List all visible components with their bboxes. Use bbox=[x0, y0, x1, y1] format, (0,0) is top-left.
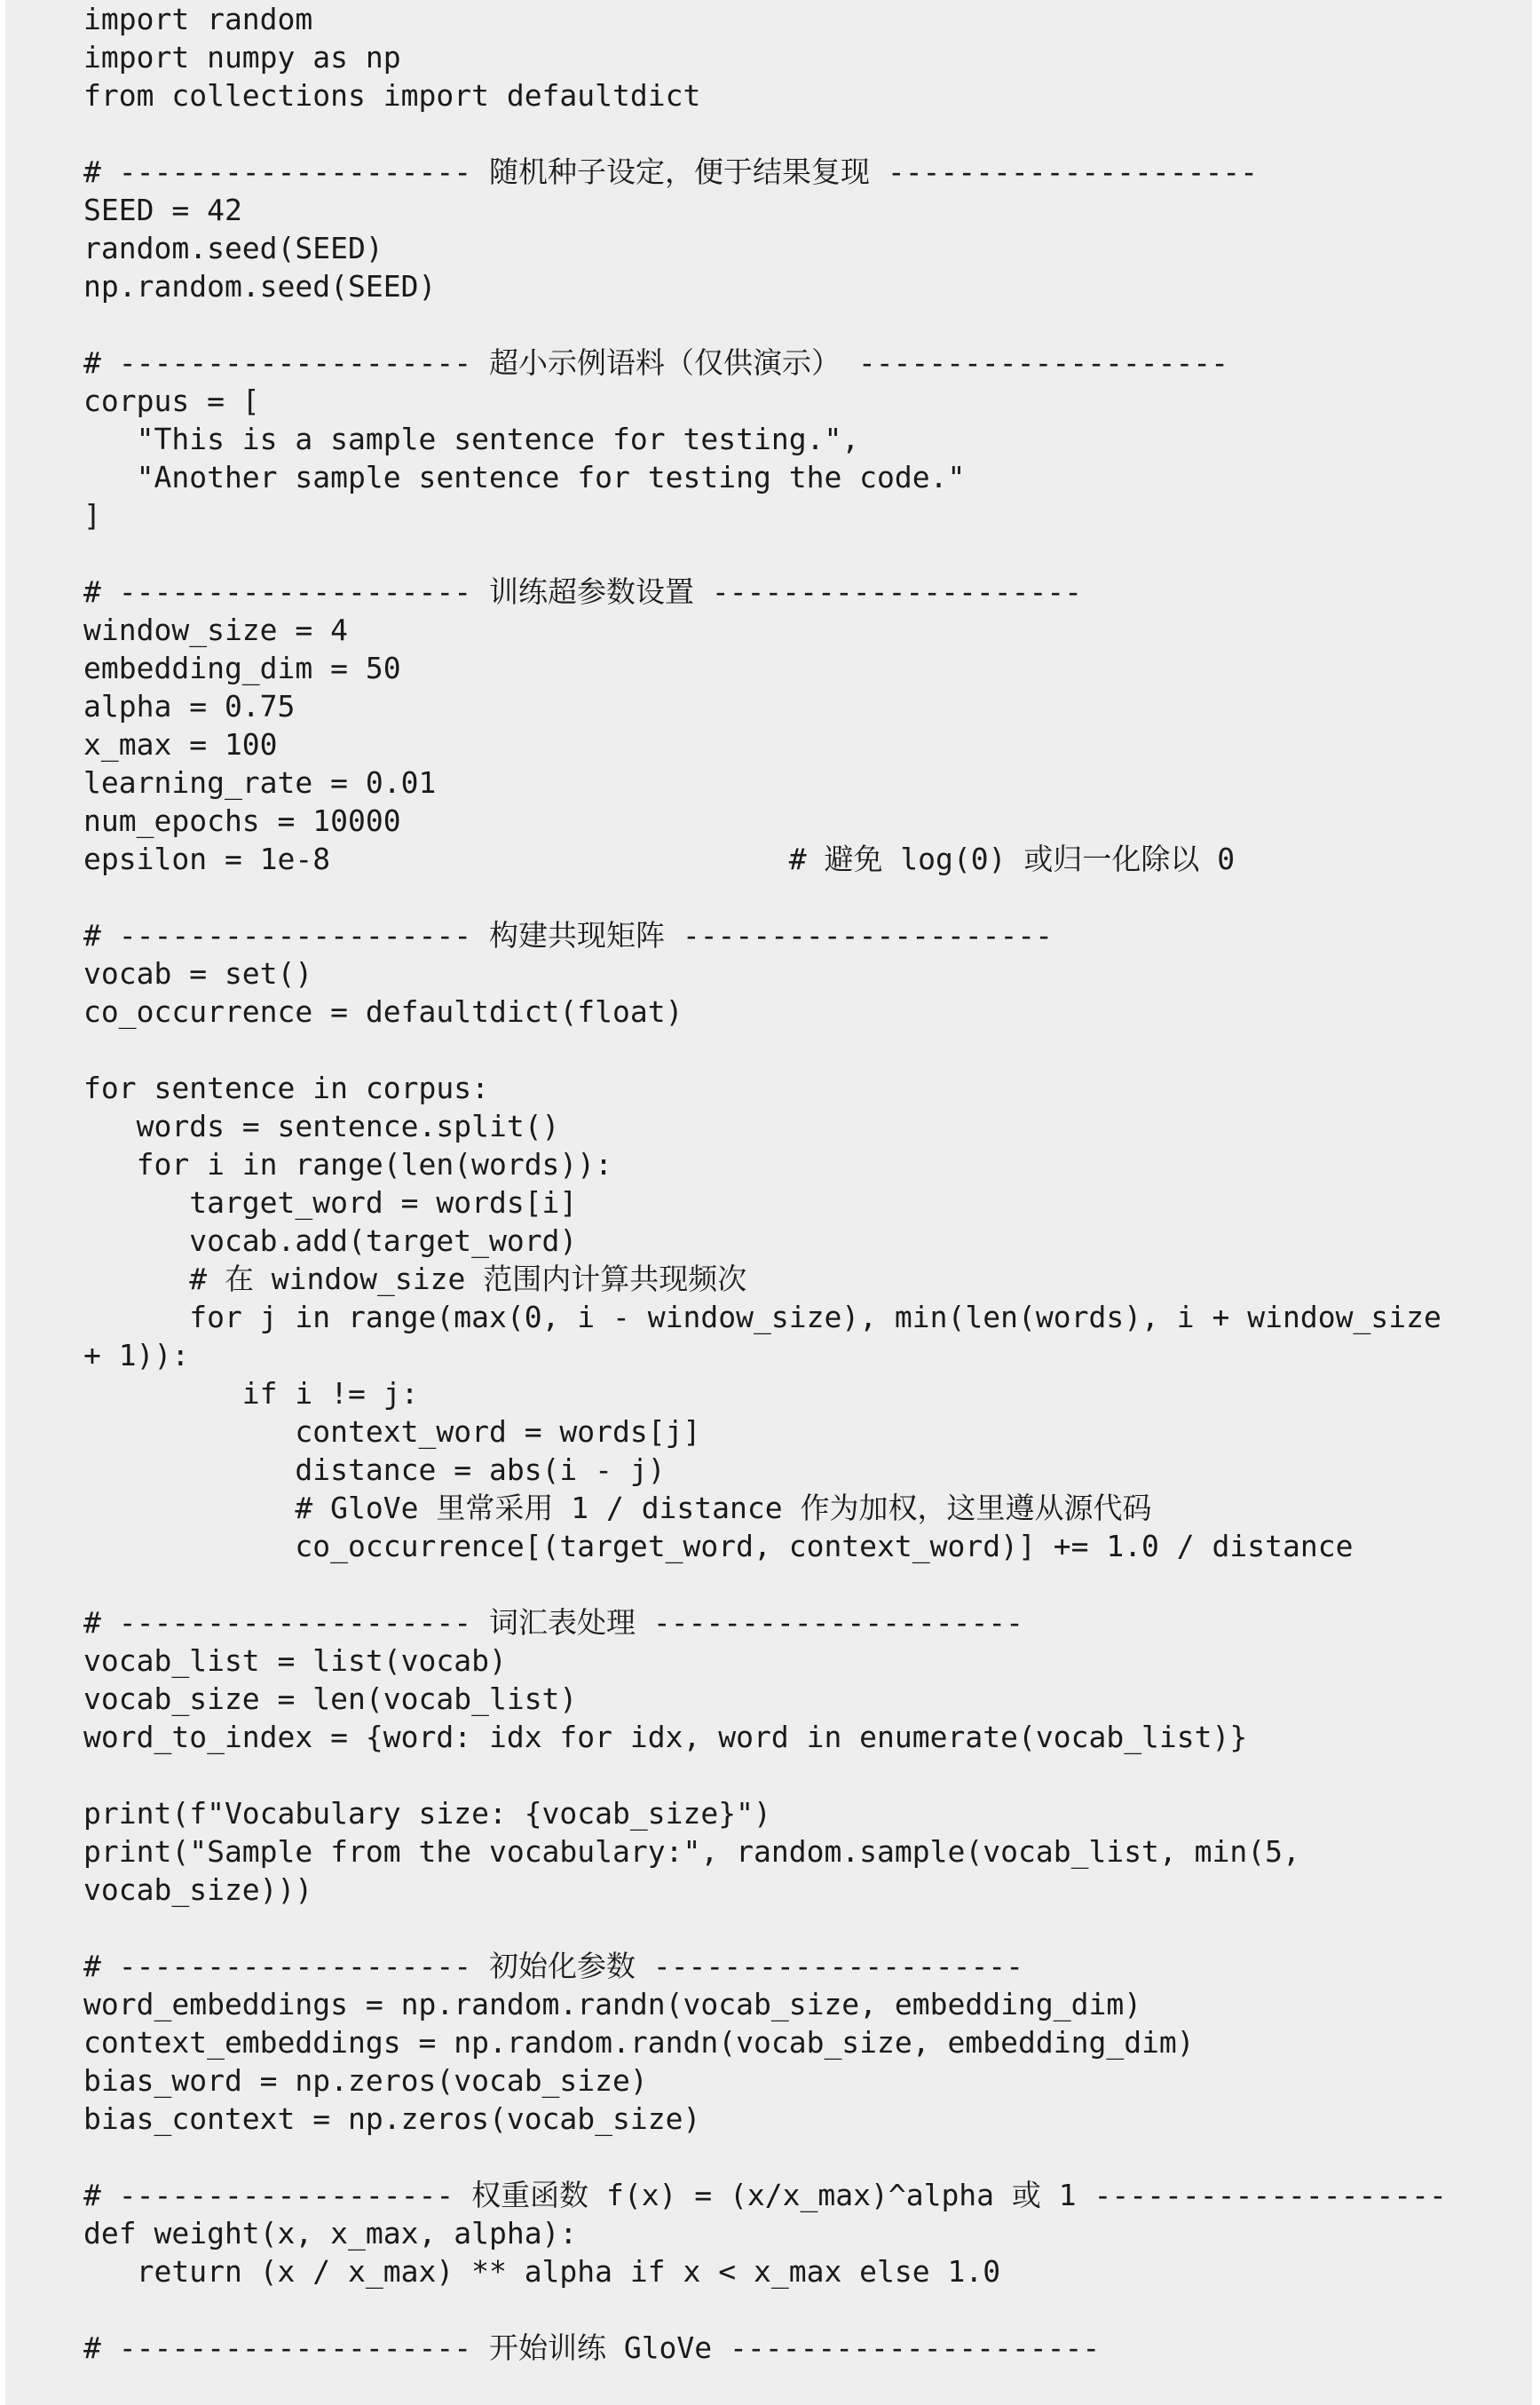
code-line: embedding_dim = 50 bbox=[83, 651, 401, 685]
code-line: bias_word = np.zeros(vocab_size) bbox=[83, 2063, 648, 2098]
blank-line bbox=[83, 878, 1532, 916]
blank-line bbox=[83, 115, 1532, 153]
code-line: print(f"Vocabulary size: {vocab_size}") bbox=[83, 1796, 771, 1831]
code-line: # GloVe 里常采用 1 / distance 作为加权，这里遵从源代码 bbox=[83, 1491, 1152, 1525]
blank-line bbox=[83, 1756, 1532, 1794]
code-line: context_embeddings = np.random.randn(vocab_size, embedding_dim) bbox=[83, 2025, 1195, 2060]
code-line: "This is a sample sentence for testing.", bbox=[83, 422, 860, 456]
code-line: word_embeddings = np.random.randn(vocab_size, embedding_dim) bbox=[83, 1987, 1142, 2021]
blank-line bbox=[83, 305, 1532, 344]
code-line: vocab_size = len(vocab_list) bbox=[83, 1681, 578, 1716]
code-line: # 在 window_size 范围内计算共现频次 bbox=[83, 1262, 747, 1296]
code-line: context_word = words[j] bbox=[83, 1414, 701, 1449]
code-line: # -------------------- 开始训练 GloVe --------------------- bbox=[83, 2330, 1101, 2365]
code-line: vocab_list = list(vocab) bbox=[83, 1643, 507, 1678]
code-panel bbox=[5, 0, 1532, 2405]
blank-line bbox=[83, 1031, 1532, 1069]
code-line: "Another sample sentence for testing the code." bbox=[83, 460, 966, 494]
blank-line bbox=[83, 1909, 1532, 1947]
code-line: # ------------------- 权重函数 f(x) = (x/x_max)^alpha 或 1 -------------------- bbox=[83, 2178, 1447, 2212]
code-line: np.random.seed(SEED) bbox=[83, 269, 437, 304]
code-line: distance = abs(i - j) bbox=[83, 1452, 666, 1487]
blank-line bbox=[83, 2290, 1532, 2329]
code-line: x_max = 100 bbox=[83, 727, 278, 762]
code-line: learning_rate = 0.01 bbox=[83, 765, 437, 800]
code-line: target_word = words[i] bbox=[83, 1185, 578, 1220]
code-line: for i in range(len(words)): bbox=[83, 1147, 613, 1182]
code-line: ] bbox=[83, 498, 101, 533]
code-listing bbox=[83, 0, 1532, 2367]
blank-line bbox=[83, 1565, 1532, 1603]
code-line: for j in range(max(0, i - window_size), min(len(words), i + window_size bbox=[83, 1300, 1441, 1334]
code-line: import numpy as np bbox=[83, 40, 401, 75]
code-line: # -------------------- 初始化参数 --------------------- bbox=[83, 1949, 1024, 1983]
code-line: # -------------------- 随机种子设定，便于结果复现 --------------------- bbox=[83, 154, 1259, 189]
code-line: vocab.add(target_word) bbox=[83, 1223, 578, 1258]
code-line: # -------------------- 超小示例语料（仅供演示） --------------------- bbox=[83, 345, 1229, 380]
code-line: print("Sample from the vocabulary:", random.sample(vocab_list, min(5, bbox=[83, 1834, 1300, 1869]
code-line: + 1)): bbox=[83, 1338, 190, 1373]
code-line: num_epochs = 10000 bbox=[83, 803, 401, 838]
code-line: # -------------------- 词汇表处理 --------------------- bbox=[83, 1605, 1024, 1640]
code-line: def weight(x, x_max, alpha): bbox=[83, 2216, 578, 2251]
code-line: bias_context = np.zeros(vocab_size) bbox=[83, 2101, 701, 2136]
code-line: from collections import defaultdict bbox=[83, 78, 701, 113]
blank-line bbox=[83, 2138, 1532, 2176]
code-line: for sentence in corpus: bbox=[83, 1071, 489, 1105]
code-line: # -------------------- 训练超参数设置 --------------------- bbox=[83, 574, 1083, 609]
code-line: word_to_index = {word: idx for idx, word in enumerate(vocab_list)} bbox=[83, 1720, 1248, 1754]
code-line: co_occurrence[(target_word, context_word)] += 1.0 / distance bbox=[83, 1529, 1354, 1563]
blank-line bbox=[83, 534, 1532, 573]
code-line: vocab_size))) bbox=[83, 1872, 313, 1907]
code-line: import random bbox=[83, 2, 313, 36]
code-line: epsilon = 1e-8 # 避免 log(0) 或归一化除以 0 bbox=[83, 842, 1236, 876]
code-line: co_occurrence = defaultdict(float) bbox=[83, 994, 683, 1029]
code-line: words = sentence.split() bbox=[83, 1109, 560, 1143]
code-line: return (x / x_max) ** alpha if x < x_max else 1.0 bbox=[83, 2254, 1001, 2289]
code-line: if i != j: bbox=[83, 1376, 419, 1411]
code-line: # -------------------- 构建共现矩阵 --------------------- bbox=[83, 918, 1054, 953]
code-line: random.seed(SEED) bbox=[83, 231, 383, 265]
code-line: corpus = [ bbox=[83, 384, 260, 418]
code-line: alpha = 0.75 bbox=[83, 689, 296, 724]
code-line: window_size = 4 bbox=[83, 613, 349, 647]
code-line: vocab = set() bbox=[83, 956, 313, 991]
code-line: SEED = 42 bbox=[83, 193, 242, 227]
